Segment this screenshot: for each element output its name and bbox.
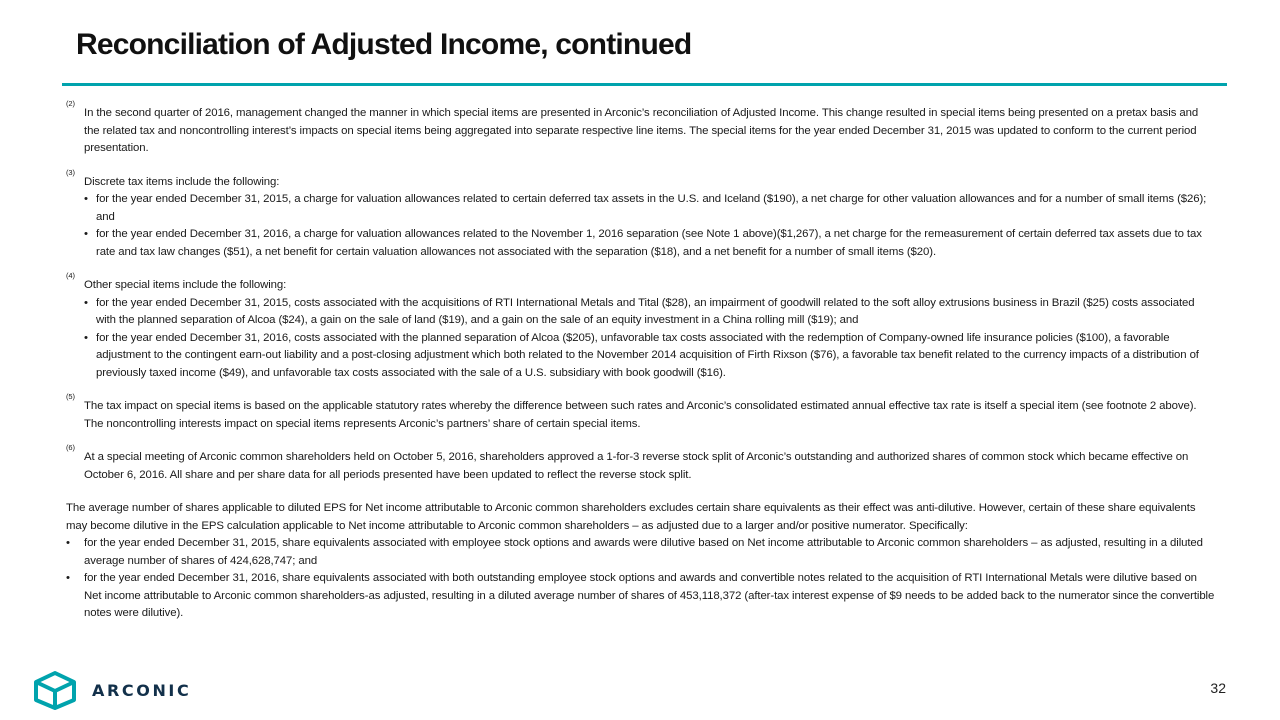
bullet-list — [84, 191, 1216, 261]
arconic-cube-icon — [32, 670, 78, 710]
footnote-text: Other special items include the following: — [84, 279, 287, 291]
footnote-3 — [66, 167, 1216, 262]
footnote-4 — [66, 271, 1216, 382]
list-item: • for the year ended December 31, 2015, share equivalents associated with employee stock options and awards were dilutive based on Net income attributable to Arconic common shareholders – as adjusted, resulting in a diluted average number of shares of 424,628,747; and — [66, 535, 1216, 570]
footnote-marker: (3) — [66, 167, 75, 177]
list-item: • for the year ended December 31, 2016, a charge for valuation allowances related to the November 1, 2016 separation (see Note 1 above)($1,267), a net charge for the remeasurement of certain deferred tax assets due to tax rate and tax law changes ($51), a net benefit for certain valuation allowances not associated with the separation ($18), and a net benefit for a number of small items ($20). — [84, 226, 1216, 261]
footnote-text: In the second quarter of 2016, management changed the manner in which special items are presented in Arconic’s reconciliation of Adjusted Income. This change resulted in special items being presented on a pretax basis and the related tax and noncontrolling interest’s impacts on special items being aggregated into separate respective line items. The special items for the year ended December 31, 2015 was updated to conform to the current period presentation. — [84, 107, 1199, 154]
footnote-6 — [66, 443, 1216, 484]
bullet-list — [84, 295, 1216, 383]
footnotes-section — [66, 99, 1216, 623]
footnote-text: Discrete tax items include the following: — [84, 175, 280, 188]
arconic-logo — [32, 670, 191, 710]
footnote-text: The tax impact on special items is based on the applicable statutory rates whereby the difference between such rates and Arconic’s consolidated estimated annual effective tax rate is itself a special item (see footnote 2 above). The noncontrolling interests impact on special items represents Arconic’s partners’ share of certain special items. — [84, 400, 1197, 430]
footnote-marker: (4) — [66, 271, 75, 280]
footnote-marker: (2) — [66, 99, 75, 108]
list-item: • for the year ended December 31, 2016, share equivalents associated with both outstanding employee stock options and awards and convertible notes related to the acquisition of RTI International Metals were dilutive based on Net income attributable to Arconic common shareholders-as adjusted, resulting in a diluted average number of shares of 453,118,372 (after-tax interest expense of $9 needs to be added back to the numerator since the convertible notes were dilutive). — [66, 570, 1216, 623]
list-item: • for the year ended December 31, 2015, a charge for valuation allowances related to certain deferred tax assets in the U.S. and Iceland ($190), a net charge for other valuation allowances and for a number of small items ($26); and — [84, 191, 1216, 226]
title-divider — [62, 83, 1227, 86]
diluted-eps-note — [66, 500, 1216, 623]
logo-wordmark: ARCONIC — [92, 680, 192, 700]
bullet-list — [66, 535, 1216, 623]
closing-paragraph: The average number of shares applicable to diluted EPS for Net income attributable to Arconic common shareholders excludes certain share equivalents as their effect was anti-dilutive. However, certain of these share equivalents may become dilutive in the EPS calculation applicable to Net income attributable to Arconic common shareholders – as adjusted due to a larger and/or positive numerator. Specifically: — [66, 502, 1196, 532]
footnote-2 — [66, 99, 1216, 158]
list-item: • for the year ended December 31, 2015, costs associated with the acquisitions of RTI International Metals and Tital ($28), an impairment of goodwill related to the soft alloy extrusions business in Brazil ($25) costs associated with the planned separation of Alcoa ($24), a gain on the sale of land ($19), and a gain on the sale of an equity investment in a China rolling mill ($19); and — [84, 295, 1216, 330]
page-title: Reconciliation of Adjusted Income, continued — [76, 28, 692, 61]
footnote-5 — [66, 392, 1216, 433]
footnote-marker: (6) — [66, 443, 75, 452]
list-item: • for the year ended December 31, 2016, costs associated with the planned separation of Alcoa ($205), unfavorable tax costs associated with the redemption of Company-owned life insurance policies ($100), a favorable adjustment to the contingent earn-out liability and a post-closing adjustment which both related to the November 2014 acquisition of Firth Rixson ($76), a favorable tax benefit related to the currency impacts of a distribution of previously taxed income ($49), and unfavorable tax costs associated with the sale of a U.S. subsidiary with book goodwill ($16). — [84, 330, 1216, 383]
footnote-text: At a special meeting of Arconic common shareholders held on October 5, 2016, shareholders approved a 1-for-3 reverse stock split of Arconic’s outstanding and authorized shares of common stock which became effective on October 6, 2016. All share and per share data for all periods presented have been updated to reflect the reverse stock split. — [84, 451, 1189, 481]
page-number: 32 — [1210, 680, 1226, 696]
footnote-marker: (5) — [66, 392, 75, 401]
